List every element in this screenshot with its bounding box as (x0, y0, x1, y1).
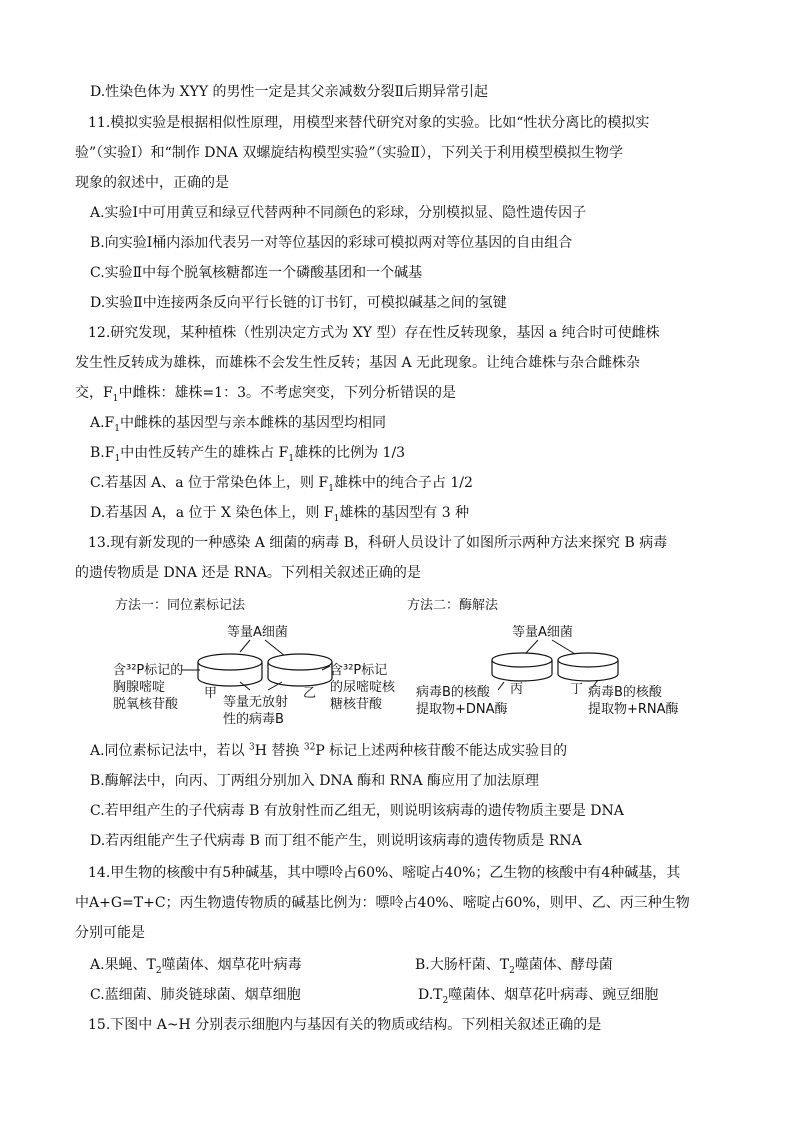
q12-stem-line3 (75, 384, 456, 402)
q15-stem: 15.下图中 A~H 分别表示细胞内与基因有关的物质或结构。下列相关叙述正确的是 (88, 1017, 602, 1033)
text-segment: B.大肠杆菌、T (415, 957, 510, 973)
q14-stem-line2: 中A+G=T+C；丙生物遗传物质的碱基比例为：嘌呤占40%、嘧啶占60%，则甲、乙、丙三种生物 (75, 895, 690, 911)
q13-option-d: D.若丙组能产生子代病毒 B 而丁组不能产生，则说明该病毒的遗传物质是 RNA (90, 833, 582, 849)
pointer-line (240, 640, 250, 652)
q12-option-a (90, 414, 386, 432)
q13-stem-line2: 的遗传物质是 DNA 还是 RNA。下列相关叙述正确的是 (75, 565, 421, 581)
rna-label-line2: 提取物+RNA酶 (588, 702, 679, 717)
text-segment: A.F (90, 415, 115, 431)
subscript: 1 (114, 423, 121, 434)
q11-option-b: B.向实验Ⅰ桶内添加代表另一对等位基因的彩球可模拟两对等位基因的自由组合 (90, 235, 573, 251)
petri-dish-bing (492, 653, 552, 681)
q12-stem-line1: 12.研究发现，某种植株（性别决定方式为 XY 型）存在性反转现象，基因 a 纯合时可使雌株 (88, 325, 660, 341)
pointer-line (552, 640, 575, 654)
q11-option-d: D.实验Ⅱ中连接两条反向平行长链的订书钉，可模拟碱基之间的氢键 (90, 295, 507, 311)
right-label-line2: 的尿嘧啶核 (330, 680, 396, 695)
right-label-line1: 含³²P标记 (330, 663, 388, 678)
q14-option-d (418, 986, 658, 1004)
text-segment: 噬菌体、酵母菌 (514, 957, 613, 973)
dna-label-line1: 病毒B的核酸 (416, 685, 490, 700)
pointer-line (498, 682, 504, 690)
subscript: 1 (333, 513, 340, 524)
text-segment: 中由性反转产生的雄株占 F (120, 445, 289, 461)
subscript: 1 (328, 483, 334, 494)
q13-option-b: B.酶解法中，向丙、丁两组分别加入 DNA 酶和 RNA 酶应用了加法原理 (90, 773, 540, 789)
text-segment: 雄株的比例为 1/3 (294, 445, 406, 461)
q11-option-c: C.实验Ⅱ中每个脱氧核糖都连一个磷酸基团和一个碱基 (90, 265, 423, 281)
label-bing: 丙 (510, 682, 524, 697)
text-segment: P 标记上述两种核苷酸不能达成实验目的 (315, 743, 568, 759)
q12-option-c (90, 474, 473, 492)
virus-label-line2: 性的病毒B (223, 712, 284, 727)
pointer-line (265, 640, 285, 656)
q11-stem-line3: 现象的叙述中，正确的是 (75, 175, 229, 191)
text-segment: H 替换 (254, 743, 304, 759)
label-jia: 甲 (204, 686, 218, 701)
q14-option-c: C.蓝细菌、肺炎链球菌、烟草细胞 (90, 987, 301, 1003)
text-segment: C.若基因 A、a 位于常染色体上，则 F (90, 475, 329, 491)
text-segment: 雄株的基因型有 3 种 (339, 505, 470, 521)
text-segment: B.F (90, 445, 115, 461)
text-segment: D.若基因 A，a 位于 X 染色体上，则 F (90, 505, 334, 521)
q14-option-b (415, 956, 613, 974)
text-segment: A.果蝇、T (90, 957, 156, 973)
text-segment: 雄株中的纯合子占 1/2 (333, 475, 473, 491)
subscript: 2 (509, 965, 515, 976)
q12-option-b (90, 444, 405, 462)
subscript: 2 (442, 995, 449, 1006)
petri-dish-jia (198, 654, 262, 686)
petri-dish-ding (558, 653, 618, 681)
q14-stem-line3: 分别可能是 (75, 925, 145, 941)
q14-stem-line1: 14.甲生物的核酸中有5种碱基，其中嘌呤占60%、嘧啶占40%；乙生物的核酸中有4种碱基，其 (88, 865, 681, 881)
q13-option-c: C.若甲组产生的子代病毒 B 有放射性而乙组无，则说明该病毒的遗传物质主要是 DNA (90, 803, 624, 819)
superscript: 3 (249, 742, 255, 753)
text-segment: 交，F (75, 385, 113, 401)
q13-option-a (90, 742, 567, 760)
q11-option-a: A.实验Ⅰ中可用黄豆和绿豆代替两种不同颜色的彩球，分别模拟显、隐性遗传因子 (90, 205, 587, 221)
label-ding: 丁 (570, 682, 584, 697)
q14-option-a (90, 956, 302, 974)
text-segment: 噬菌体、烟草花叶病毒 (161, 957, 302, 973)
virus-label-line1: 等量无放射 (223, 695, 289, 710)
subscript: 1 (112, 393, 119, 404)
right-label-line3: 糖核苷酸 (330, 697, 383, 712)
rna-label-line1: 病毒B的核酸 (588, 685, 662, 700)
text-segment: 中雌株的基因型与亲本雌株的基因型均相同 (120, 415, 387, 431)
subscript: 2 (155, 965, 162, 976)
dna-label-line2: 提取物+DNA酶 (416, 702, 508, 717)
text-segment: 中雌株：雄株=1：3。不考虑突变，下列分析错误的是 (118, 385, 456, 401)
subscript: 1 (288, 453, 295, 464)
q12-option-d (90, 504, 469, 522)
pointer-line (525, 640, 538, 654)
q13-stem-line1: 13.现有新发现的一种感染 A 细菌的病毒 B，科研人员设计了如图所示两种方法来探究 B 病毒 (88, 535, 668, 551)
bacteria-label-1: 等量A细菌 (227, 625, 288, 640)
text-segment: A.同位素标记法中，若以 (90, 743, 250, 759)
q10-option-d: D.性染色体为 XYY 的男性一定是其父亲减数分裂Ⅱ后期异常引起 (90, 84, 489, 100)
q11-stem-line2: 验”（实验Ⅰ）和“制作 DNA 双螺旋结构模型实验”（实验Ⅱ），下列关于利用模型模拟生物学 (75, 145, 624, 161)
left-label-line3: 脱氧核苷酸 (113, 697, 179, 712)
text-segment: D.T (418, 987, 443, 1003)
method2-title: 方法二：酶解法 (407, 598, 499, 613)
q11-stem-line1: 11.模拟实验是根据相似性原理，用模型来替代研究对象的实验。比如“性状分离比的模拟实 (88, 115, 650, 131)
method1-title: 方法一：同位素标记法 (115, 598, 246, 613)
q13-figure (100, 594, 720, 734)
subscript: 1 (114, 453, 121, 464)
text-segment: 噬菌体、烟草花叶病毒、豌豆细胞 (448, 987, 659, 1003)
left-label-line1: 含³²P标记的 (113, 663, 184, 678)
q12-stem-line2: 发生性反转成为雄株，而雄株不会发生性反转；基因 A 无此现象。让纯合雄株与杂合雌株杂 (75, 355, 641, 371)
superscript: 32 (303, 742, 316, 753)
label-yi: 乙 (303, 686, 317, 701)
left-label-line2: 胸腺嘧啶 (113, 680, 166, 695)
bacteria-label-2: 等量A细菌 (512, 625, 573, 640)
